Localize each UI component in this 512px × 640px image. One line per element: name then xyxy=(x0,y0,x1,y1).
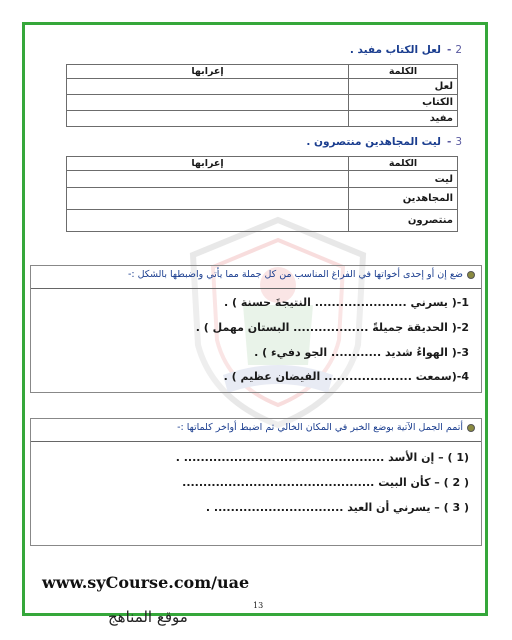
question-sentence: ليت المجاهدين منتصرون . xyxy=(306,136,441,148)
question-sentence: لعل الكتاب مفيد . xyxy=(349,44,441,56)
column-header-word: الكلمة xyxy=(349,65,458,79)
column-header-word: الكلمة xyxy=(349,157,458,171)
parsing-answer-cell[interactable] xyxy=(67,79,349,95)
column-header-parsing: إعرابها xyxy=(67,157,349,171)
question-dash: - xyxy=(446,44,452,56)
exercise-line: (1 ) – إن الأسد ................................................ . xyxy=(175,451,469,464)
exercise-box-complete-sentences xyxy=(30,418,482,546)
question-number: 3 xyxy=(455,136,462,148)
exercise-line: 2-( الحديقة جميلةً .................. البستان مهمل ) . xyxy=(195,321,469,334)
word-cell: مفيد xyxy=(349,111,458,127)
question-dash: - xyxy=(446,136,452,148)
question-3-heading xyxy=(306,136,462,148)
exercise-instruction: أتمم الجمل الآتية بوضع الخبر في المكان الخالي ثم اضبط أواخر كلماتها :- xyxy=(177,422,475,433)
parsing-table-q3 xyxy=(66,156,458,232)
word-cell: لعل xyxy=(349,79,458,95)
parsing-answer-cell[interactable] xyxy=(67,210,349,232)
divider xyxy=(31,441,481,442)
word-cell: المجاهدين xyxy=(349,188,458,210)
site-name: موقع المناهج xyxy=(108,608,188,626)
column-header-parsing: إعرابها xyxy=(67,65,349,79)
page-number: 13 xyxy=(253,601,264,610)
parsing-answer-cell[interactable] xyxy=(67,95,349,111)
word-cell: منتصرون xyxy=(349,210,458,232)
exercise-line: 1-( يسرني ...................... النتيجةَ حسنة ) . xyxy=(223,296,469,309)
parsing-table-q2 xyxy=(66,64,458,127)
exercise-line: 4-(سمعت ..................... الفيضان عظيم ) . xyxy=(223,370,469,383)
word-cell: الكتاب xyxy=(349,95,458,111)
exercise-instruction: ضع إن أو إحدى أخواتها في الفراغ المناسب من كل جملة مما يأتي واضبطها بالشكل :- xyxy=(128,269,475,280)
parsing-answer-cell[interactable] xyxy=(67,188,349,210)
exercise-line: 3-( الهواءُ شديد ............ الجو دفيء ) . xyxy=(254,346,469,359)
question-number: 2 xyxy=(455,44,462,56)
parsing-answer-cell[interactable] xyxy=(67,171,349,188)
word-cell: ليت xyxy=(349,171,458,188)
exercise-line: ( 3 ) – يسرني أن العيد ............................... . xyxy=(205,501,469,514)
exercise-line: ( 2 ) – كأن البيت .............................................. xyxy=(182,476,469,489)
parsing-answer-cell[interactable] xyxy=(67,111,349,127)
footer-url: www.syCourse.com/uae xyxy=(42,573,250,592)
question-2-heading xyxy=(350,44,462,56)
bullet-icon xyxy=(467,424,475,432)
bullet-icon xyxy=(467,271,475,279)
divider xyxy=(31,288,481,289)
exercise-box-fill-blanks xyxy=(30,265,482,393)
